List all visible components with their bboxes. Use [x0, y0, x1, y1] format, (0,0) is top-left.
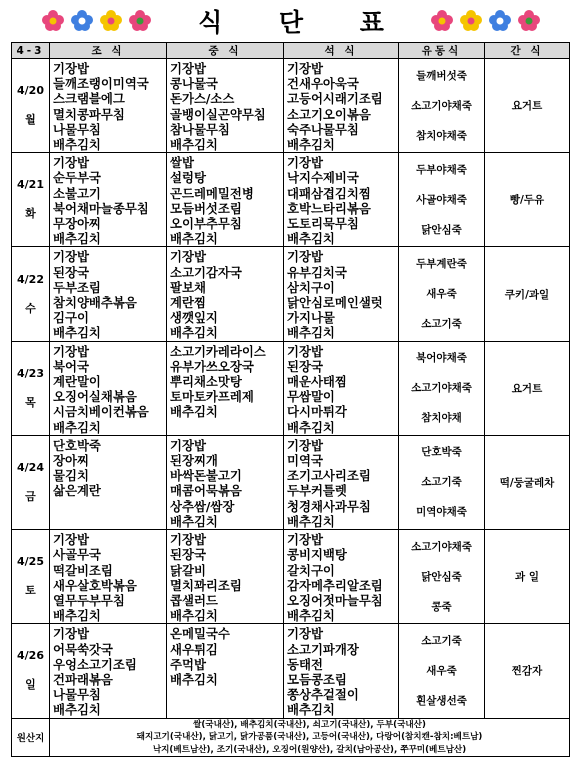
weekday-label: 일	[25, 678, 36, 692]
breakfast-cell	[50, 435, 167, 529]
menu-item: 배추김치	[53, 137, 101, 153]
menu-item: 무장아찌	[53, 216, 101, 232]
origin-info	[50, 718, 570, 757]
menu-item: 참치양배추볶음	[53, 295, 137, 311]
menu-item: 열무두부무침	[53, 592, 125, 608]
menu-item: 기장밥	[170, 249, 206, 265]
breakfast-cell	[50, 530, 167, 624]
menu-item: 배추김치	[170, 231, 218, 247]
menu-item: 배추김치	[53, 419, 101, 435]
menu-item: 기장밥	[53, 626, 89, 642]
porridge-item: 새우죽	[426, 288, 457, 301]
menu-item: 갈치구이	[287, 562, 335, 578]
snack-cell: 빵/두유	[485, 153, 570, 247]
date-cell	[12, 624, 50, 718]
date-label: 4/24	[17, 460, 44, 474]
lunch-cell	[167, 341, 284, 435]
menu-item: 김구이	[53, 310, 89, 326]
date-cell	[12, 59, 50, 153]
menu-item: 기장밥	[287, 249, 323, 265]
menu-item: 배추김치	[170, 513, 218, 529]
porridge-item: 흰살생선죽	[416, 694, 467, 707]
menu-item: 삶은계란	[53, 483, 101, 499]
menu-item: 기장밥	[287, 437, 323, 453]
menu-item: 모듬콩조림	[287, 671, 347, 687]
menu-item: 기장밥	[287, 343, 323, 359]
date-label: 4/22	[17, 272, 44, 286]
menu-item: 기장밥	[170, 437, 206, 453]
porridge-item: 콩죽	[431, 600, 452, 613]
date-cell	[12, 247, 50, 341]
menu-item: 된장국	[287, 358, 323, 374]
porridge-item: 소고기야채죽	[411, 382, 472, 395]
menu-item: 호박느타리볶음	[287, 200, 371, 216]
menu-item: 소고기오이볶음	[287, 106, 371, 122]
flower-icon	[487, 8, 513, 34]
menu-item: 두부커틀렛	[287, 483, 347, 499]
lunch-cell	[167, 153, 284, 247]
flower-icon	[429, 8, 455, 34]
dinner-cell	[284, 435, 399, 529]
menu-item: 된장국	[170, 547, 206, 563]
menu-item: 유부김치국	[287, 264, 347, 280]
porridge-item: 닭안심죽	[421, 223, 462, 236]
porridge-item: 북어야채죽	[416, 352, 467, 365]
column-header-porridge: 유동식	[399, 43, 485, 59]
lunch-cell	[167, 247, 284, 341]
menu-item: 어묵쑥갓국	[53, 641, 113, 657]
menu-item: 건새우아욱국	[287, 76, 359, 92]
snack-cell: 찐감자	[485, 624, 570, 718]
menu-item: 기장밥	[287, 626, 323, 642]
menu-item: 다시마튀각	[287, 404, 347, 420]
lunch-cell	[167, 624, 284, 718]
menu-item: 오징어젓마늘무침	[287, 592, 383, 608]
menu-item: 배추김치	[53, 702, 101, 718]
menu-item: 두부조림	[53, 279, 101, 295]
date-cell	[12, 435, 50, 529]
menu-item: 소고기파개장	[287, 641, 359, 657]
menu-item: 소고기감자국	[170, 264, 242, 280]
porridge-cell	[399, 247, 485, 341]
menu-item: 물김치	[53, 468, 89, 484]
weekday-label: 화	[25, 207, 36, 221]
menu-item: 배추김치	[170, 608, 218, 624]
breakfast-cell	[50, 153, 167, 247]
menu-item: 배추김치	[287, 325, 335, 341]
porridge-item: 소고기죽	[421, 476, 462, 489]
menu-item: 시금치베이컨볶음	[53, 404, 149, 420]
porridge-item: 소고기야채죽	[411, 99, 472, 112]
porridge-item: 참치야채죽	[416, 129, 467, 142]
day-row	[12, 530, 570, 624]
porridge-item: 미역야채죽	[416, 506, 467, 519]
menu-item: 뿌리채소맛탕	[170, 374, 242, 390]
day-row	[12, 247, 570, 341]
origin-label: 원산지	[12, 718, 50, 757]
menu-item: 골뱅이실곤약무침	[170, 106, 266, 122]
column-header-lunch: 중 식	[167, 43, 284, 59]
porridge-item: 소고기죽	[421, 318, 462, 331]
flower-decoration-right	[429, 6, 542, 36]
menu-item: 배추김치	[53, 608, 101, 624]
menu-item: 배추김치	[170, 325, 218, 341]
menu-item: 팔보채	[170, 279, 206, 295]
menu-item: 곤드레메밀전병	[170, 185, 254, 201]
menu-item: 생깻잎지	[170, 310, 218, 326]
breakfast-cell	[50, 624, 167, 718]
breakfast-cell	[50, 341, 167, 435]
porridge-item: 두부계란죽	[416, 258, 467, 271]
date-label: 4/23	[17, 366, 44, 380]
menu-item: 북어국	[53, 358, 89, 374]
menu-item: 주먹밥	[170, 656, 206, 672]
menu-item: 유부가쓰오장국	[170, 358, 254, 374]
menu-item: 사골무국	[53, 547, 101, 563]
menu-item: 콥샐러드	[170, 592, 218, 608]
porridge-cell	[399, 153, 485, 247]
menu-item: 도토리묵무침	[287, 216, 359, 232]
breakfast-cell	[50, 59, 167, 153]
menu-item: 계란찜	[170, 295, 206, 311]
menu-item: 계란말이	[53, 374, 101, 390]
menu-item: 감자메추리알조림	[287, 577, 383, 593]
menu-item: 숙주나물무침	[287, 121, 359, 137]
porridge-item: 들깨버섯죽	[416, 69, 467, 82]
menu-item: 참나물무침	[170, 121, 230, 137]
menu-item: 건파래볶음	[53, 671, 113, 687]
menu-item: 콩비지백탕	[287, 547, 347, 563]
menu-item: 오징어실채볶음	[53, 389, 137, 405]
menu-item: 닭갈비	[170, 562, 206, 578]
page-header	[0, 0, 582, 42]
porridge-item: 참치야채	[421, 412, 462, 425]
porridge-item: 사골야채죽	[416, 193, 467, 206]
weekday-label: 월	[25, 113, 36, 127]
menu-item: 단호박죽	[53, 437, 101, 453]
menu-item: 된장찌개	[170, 453, 218, 469]
menu-item: 조기고사리조림	[287, 468, 371, 484]
date-label: 4/21	[17, 178, 44, 192]
menu-item: 나물무침	[53, 687, 101, 703]
lunch-cell	[167, 530, 284, 624]
lunch-cell	[167, 435, 284, 529]
menu-item: 배추김치	[170, 404, 218, 420]
porridge-item: 닭안심죽	[421, 570, 462, 583]
date-label: 4/20	[17, 84, 44, 98]
page-title: 식 단 표	[198, 8, 408, 37]
origin-line: 돼지고기(국내산), 닭고기, 닭가공품(국내산), 고등어(국내산), 다랑어(참치캔-참치:베트남)	[136, 732, 483, 743]
menu-item: 순두부국	[53, 170, 101, 186]
porridge-item: 소고기야채죽	[411, 540, 472, 553]
origin-row	[12, 718, 570, 757]
menu-item: 기장밥	[53, 343, 89, 359]
day-row	[12, 624, 570, 718]
date-cell	[12, 530, 50, 624]
menu-item: 새우살호박볶음	[53, 577, 137, 593]
dinner-cell	[284, 624, 399, 718]
snack-cell: 과 일	[485, 530, 570, 624]
menu-item: 모듬버섯조림	[170, 200, 242, 216]
menu-item: 바싹돈불고기	[170, 468, 242, 484]
menu-item: 배추김치	[287, 608, 335, 624]
dinner-cell	[284, 59, 399, 153]
day-row	[12, 341, 570, 435]
menu-item: 매콤어묵볶음	[170, 483, 242, 499]
menu-item: 소고기카레라이스	[170, 343, 266, 359]
breakfast-cell	[50, 247, 167, 341]
menu-item: 배추김치	[287, 513, 335, 529]
column-header-breakfast: 조 식	[50, 43, 167, 59]
menu-item: 배추김치	[287, 702, 335, 718]
column-header-snack: 간 식	[485, 43, 570, 59]
menu-item: 기장밥	[53, 532, 89, 548]
menu-item: 나물무침	[53, 121, 101, 137]
menu-item: 기장밥	[287, 61, 323, 76]
weekday-label: 토	[25, 584, 36, 598]
porridge-item: 단호박죽	[421, 446, 462, 459]
menu-item: 배추김치	[53, 325, 101, 341]
menu-item: 매운사태찜	[287, 374, 347, 390]
menu-item: 미역국	[287, 453, 323, 469]
date-label: 4/26	[17, 649, 44, 663]
porridge-cell	[399, 59, 485, 153]
weekday-label: 목	[25, 395, 36, 409]
porridge-item: 소고기죽	[421, 634, 462, 647]
lunch-cell	[167, 59, 284, 153]
menu-item: 배추김치	[170, 671, 218, 687]
date-cell	[12, 341, 50, 435]
day-row	[12, 59, 570, 153]
snack-cell: 요거트	[485, 59, 570, 153]
weekday-label: 금	[25, 489, 36, 503]
menu-item: 설렁탕	[170, 170, 206, 186]
menu-item: 쌀밥	[170, 155, 194, 171]
porridge-cell	[399, 530, 485, 624]
porridge-cell	[399, 435, 485, 529]
snack-cell: 요거트	[485, 341, 570, 435]
menu-item: 고등어시래기조림	[287, 91, 383, 107]
date-cell	[12, 153, 50, 247]
menu-item: 장아찌	[53, 453, 89, 469]
menu-item: 토마토카프레제	[170, 389, 254, 405]
day-row	[12, 435, 570, 529]
menu-item: 배추김치	[287, 419, 335, 435]
menu-item: 낙지수제비국	[287, 170, 359, 186]
menu-item: 돈가스/소스	[170, 91, 235, 107]
column-header-dinner: 석 식	[284, 43, 399, 59]
week-label: 4-3	[12, 43, 50, 59]
origin-line: 낙지(베트남산), 조기(국내산), 오징어(원양산), 갈치(남아공산), 쭈꾸미(베트남산)	[152, 744, 467, 755]
weekday-label: 수	[25, 301, 36, 315]
menu-item: 온메밀국수	[170, 626, 230, 642]
menu-item: 기장밥	[287, 155, 323, 171]
menu-item: 떡갈비조림	[53, 562, 113, 578]
menu-item: 오이부추무침	[170, 216, 242, 232]
dinner-cell	[284, 341, 399, 435]
menu-item: 가지나물	[287, 310, 335, 326]
porridge-item: 새우죽	[426, 664, 457, 677]
menu-item: 콩나물국	[170, 76, 218, 92]
snack-cell: 떡/둥굴레차	[485, 435, 570, 529]
dinner-cell	[284, 247, 399, 341]
menu-item: 동태전	[287, 656, 323, 672]
menu-item: 무쌈말이	[287, 389, 335, 405]
table-header-row	[12, 43, 570, 59]
menu-item: 배추김치	[287, 231, 335, 247]
menu-item: 배추김치	[53, 231, 101, 247]
day-row	[12, 153, 570, 247]
origin-line: 쌀(국내산), 배추김치(국내산), 쇠고기(국내산), 두부(국내산)	[193, 719, 426, 730]
menu-item: 소불고기	[53, 185, 101, 201]
menu-item: 기장밥	[170, 61, 206, 76]
menu-item: 기장밥	[287, 532, 323, 548]
menu-item: 들깨조랭이미역국	[53, 76, 149, 92]
porridge-cell	[399, 624, 485, 718]
menu-item: 배추김치	[170, 137, 218, 153]
menu-item: 기장밥	[53, 155, 89, 171]
menu-item: 쫑상추겉절이	[287, 687, 359, 703]
flower-icon	[458, 8, 484, 34]
meal-plan-table	[11, 42, 570, 757]
menu-item: 상추쌈/쌈장	[170, 498, 235, 514]
menu-item: 닭안심로메인샐럿	[287, 295, 383, 311]
porridge-item: 두부야채죽	[416, 163, 467, 176]
menu-item: 배추김치	[287, 137, 335, 153]
menu-item: 북어채마늘종무침	[53, 200, 149, 216]
menu-item: 기장밥	[170, 532, 206, 548]
menu-item: 새우튀김	[170, 641, 218, 657]
menu-item: 삼치구이	[287, 279, 335, 295]
menu-item: 멸치꽈리조림	[170, 577, 242, 593]
menu-item: 기장밥	[53, 61, 89, 76]
date-label: 4/25	[17, 555, 44, 569]
dinner-cell	[284, 153, 399, 247]
menu-item: 기장밥	[53, 249, 89, 265]
menu-item: 대패삼겹김치찜	[287, 185, 371, 201]
porridge-cell	[399, 341, 485, 435]
flower-icon	[516, 8, 542, 34]
menu-item: 청경채사과무침	[287, 498, 371, 514]
dinner-cell	[284, 530, 399, 624]
menu-item: 된장국	[53, 264, 89, 280]
menu-item: 우엉소고기조림	[53, 656, 137, 672]
menu-item: 멸치콩파무침	[53, 106, 125, 122]
menu-item: 스크램블에그	[53, 91, 125, 107]
snack-cell: 쿠키/과일	[485, 247, 570, 341]
